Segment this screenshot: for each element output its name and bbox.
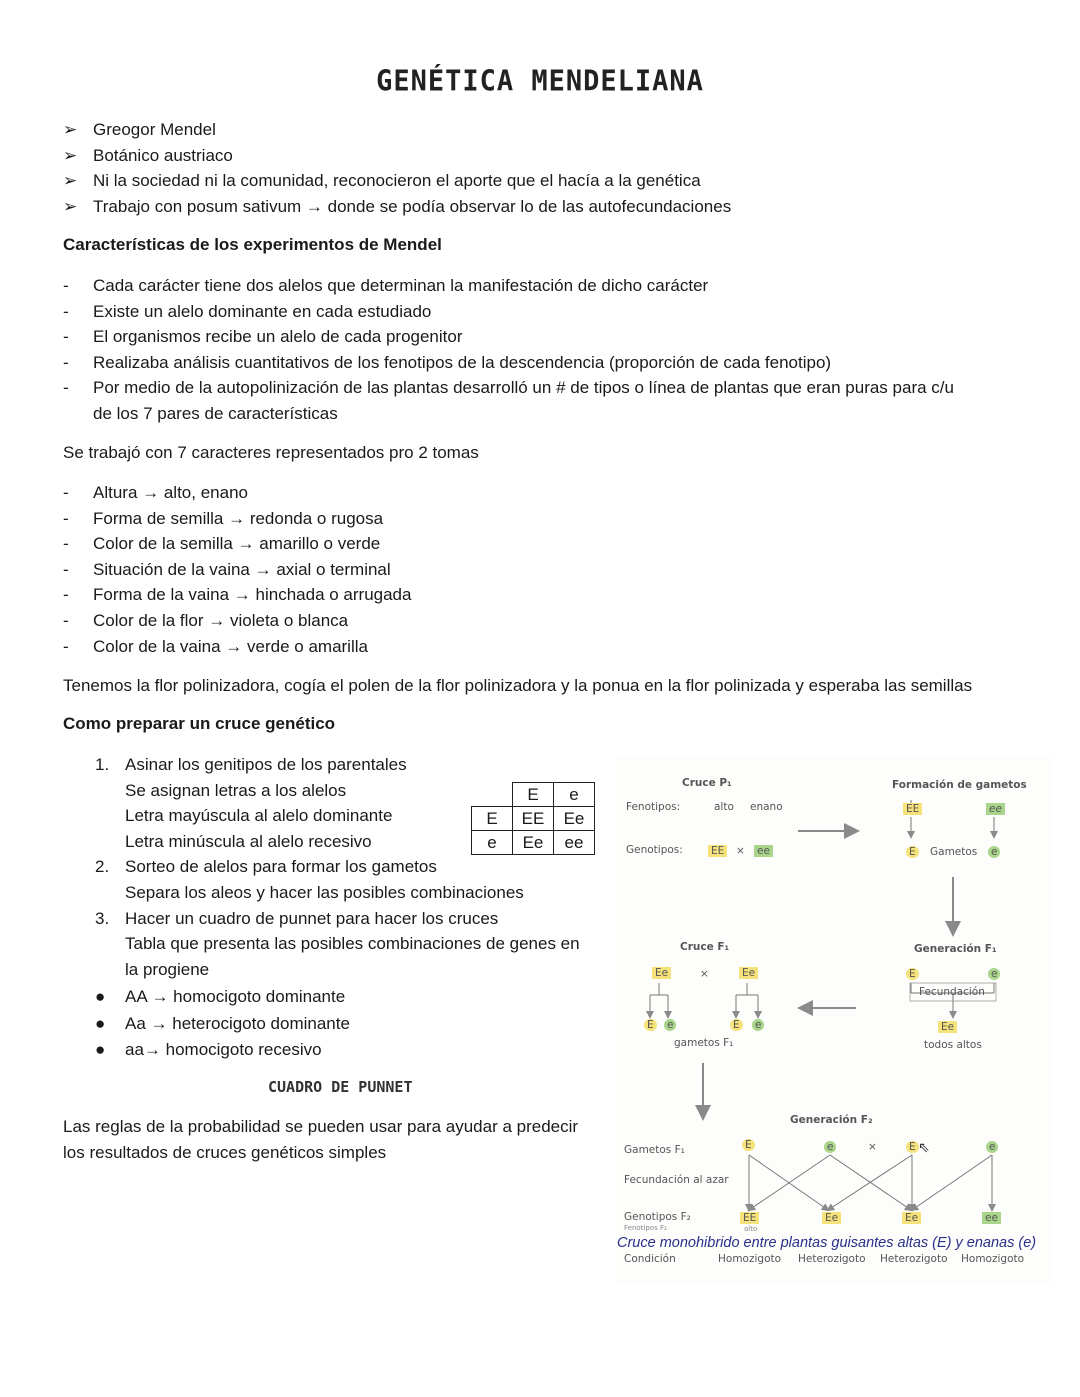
- phenotype-label: alto: [744, 1225, 758, 1233]
- probability-text: Las reglas de la probabilidad se pueden usar para ayudar a predecir los resultados de cruces genéticos simples: [63, 1117, 579, 1162]
- list-item: - Forma de la vaina → hinchada o arrugada: [63, 585, 412, 605]
- list-item: ➢ Greogor Mendel: [63, 117, 731, 143]
- list-item: - Color de la semilla → amarillo o verde: [63, 534, 381, 554]
- condition-label: Homozigoto: [961, 1253, 1025, 1265]
- list-item: - Altura → alto, enano: [63, 483, 248, 502]
- arrow-bullet-icon: ➢: [63, 196, 78, 216]
- list-item: ➢ Botánico austriaco: [63, 143, 731, 169]
- gamete-circle: E: [906, 968, 919, 980]
- characters-list: [63, 480, 411, 659]
- characteristics-list: [63, 273, 954, 427]
- genotype-badge: Ee: [938, 1021, 957, 1033]
- gamete-circle: e: [986, 1141, 998, 1153]
- list-item: - Realizaba análisis cuantitativos de los fenotipos de la descendencia (proporción de cada fenotipo): [63, 352, 832, 372]
- genotype-badge: Ee: [902, 1212, 921, 1224]
- punnet-cell: EE: [513, 807, 554, 831]
- gametos-label: Gametos: [930, 846, 978, 858]
- list-item: ● aa→ homocigoto recesivo: [95, 1040, 322, 1059]
- genotype-bullets: [95, 984, 350, 1064]
- pollination-text: Tenemos la flor polinizadora, cogía el polen de la flor polinizadora y la ponua en la flor polinizada y esperaba las semillas: [63, 676, 973, 695]
- intro-list: [63, 117, 731, 219]
- list-item: - Color de la vaina → verde o amarilla: [63, 636, 368, 656]
- gamete-circle: E: [906, 846, 919, 858]
- punnet-cell: e: [472, 831, 513, 855]
- generacion-f2-label: Generación F₂: [790, 1114, 873, 1126]
- punnet-square: [471, 782, 595, 855]
- section-heading: Como preparar un cruce genético: [63, 714, 336, 733]
- condicion-label: Condición: [624, 1253, 676, 1265]
- list-item-continued: de los 7 pares de características: [93, 403, 338, 423]
- genotipos-label: Genotipos:: [626, 844, 683, 856]
- fecundacion-label: Fecundación: [919, 986, 985, 998]
- genotype-badge: EE: [903, 803, 922, 815]
- list-item: - El organismos recibe un alelo de cada progenitor: [63, 327, 463, 347]
- genotipos-f2-label: Genotipos F₂: [624, 1211, 691, 1223]
- genotype-badge: Ee: [739, 967, 758, 979]
- todos-altos-label: todos altos: [924, 1039, 982, 1051]
- arrow-bullet-icon: ➢: [63, 171, 78, 191]
- gamete-circle: e: [988, 968, 1000, 980]
- genotype-badge: ee: [982, 1212, 1001, 1224]
- genotype-badge: ee: [754, 845, 773, 857]
- list-item: - Situación de la vaina → axial o terminal: [63, 559, 391, 579]
- cruce-f1-label: Cruce F₁: [680, 941, 730, 953]
- fenotipos-f2-label: Fenotipos F₂: [624, 1224, 667, 1232]
- genotype-badge: Ee: [652, 967, 671, 979]
- phenotype-label: enano: [750, 801, 783, 813]
- cross-symbol: ×: [700, 968, 709, 980]
- cruce-p1-label: Cruce P₁: [682, 777, 732, 789]
- fecundacion-azar-label: Fecundación al azar: [624, 1174, 729, 1186]
- steps-list: 1. Asinar los genitipos de los parentales Se asignan letras a los alelos Letra mayúscula al alelo dominante Letra minúscula al alelo recesivo 2. Sorteo de alelos para formar los gametos Separa los aleos y hacer las posibles combinaciones 3. Hacer un cuadro de punnet para hacer los cruces Tabla que presenta las posibles combinaciones de genes en la progiene: [95, 752, 580, 982]
- formacion-gametos-label: Formación de gametos: [892, 779, 1027, 791]
- genotype-badge: EE: [708, 845, 727, 857]
- gamete-circle: E: [906, 1141, 919, 1153]
- generacion-f1-label: Generación F₁: [914, 943, 997, 955]
- arrow-bullet-icon: ➢: [63, 145, 78, 165]
- gametos-f1-row-label: Gametos F₁: [624, 1144, 685, 1156]
- genotype-badge: Ee: [822, 1212, 841, 1224]
- gamete-circle: e: [664, 1019, 676, 1031]
- genotype-badge: ee: [986, 803, 1005, 815]
- figure-caption: Cruce monohibrido entre plantas guisantes altas (E) y enanas (e): [617, 1235, 1037, 1251]
- condition-label: Homozigoto: [718, 1253, 782, 1265]
- cursor-icon: ⇖: [918, 1139, 930, 1155]
- fenotipos-label: Fenotipos:: [626, 801, 681, 813]
- cross-diagram-lines: [616, 755, 1052, 1285]
- list-item: - Por medio de la autopolinización de las plantas desarrolló un # de tipos o línea de plantas que eran puras para c/u: [63, 378, 954, 398]
- cross-symbol: ×: [868, 1141, 877, 1153]
- gamete-circle: E: [730, 1019, 743, 1031]
- punnet-cell: Ee: [513, 831, 554, 855]
- gametos-f1-label: gametos F₁: [674, 1037, 734, 1049]
- punnet-cell: E: [513, 783, 554, 807]
- genotype-badge: EE: [740, 1212, 759, 1224]
- punnet-cell: e: [554, 783, 595, 807]
- list-item: ➢ Ni la sociedad ni la comunidad, reconocieron el aporte que el hacía a la genética: [63, 168, 731, 194]
- list-item: ● AA → homocigoto dominante: [95, 987, 346, 1006]
- list-item: - Cada carácter tiene dos alelos que determinan la manifestación de dicho carácter: [63, 276, 709, 295]
- gamete-circle: E: [644, 1019, 657, 1031]
- list-item: - Color de la flor → violeta o blanca: [63, 610, 349, 630]
- punnet-cell: Ee: [554, 807, 595, 831]
- phenotype-label: alto: [714, 801, 734, 813]
- cross-symbol: ×: [736, 845, 745, 857]
- gamete-circle: e: [988, 846, 1000, 858]
- characters-intro: Se trabajó con 7 caracteres representados pro 2 tomas: [63, 443, 479, 462]
- punnet-cell: E: [472, 807, 513, 831]
- condition-label: Heterozigoto: [798, 1253, 866, 1265]
- gamete-circle: e: [752, 1019, 764, 1031]
- list-item: 3. Hacer un cuadro de punnet para hacer los cruces: [95, 908, 499, 928]
- punnet-caption: CUADRO DE PUNNET: [268, 1078, 413, 1096]
- gamete-circle: e: [824, 1141, 836, 1153]
- list-item: 2. Sorteo de alelos para formar los gametos: [95, 857, 437, 877]
- list-item: - Forma de semilla → redonda o rugosa: [63, 508, 384, 528]
- list-item: ➢ Trabajo con posum sativum → donde se podía observar lo de las autofecundaciones: [63, 194, 731, 220]
- list-item: 1. Asinar los genitipos de los parentales: [95, 755, 407, 774]
- condition-label: Heterozigoto: [880, 1253, 948, 1265]
- gamete-circle: E: [742, 1139, 755, 1151]
- page-title: GENÉTICA MENDELIANA: [376, 65, 704, 98]
- punnet-cell: ee: [554, 831, 595, 855]
- arrow-bullet-icon: ➢: [63, 120, 78, 139]
- section-heading: Características de los experimentos de Mendel: [63, 235, 442, 254]
- list-item: - Existe un alelo dominante en cada estudiado: [63, 301, 432, 321]
- list-item: ● Aa → heterocigoto dominante: [95, 1013, 350, 1033]
- monohybrid-cross-figure: [616, 755, 1052, 1285]
